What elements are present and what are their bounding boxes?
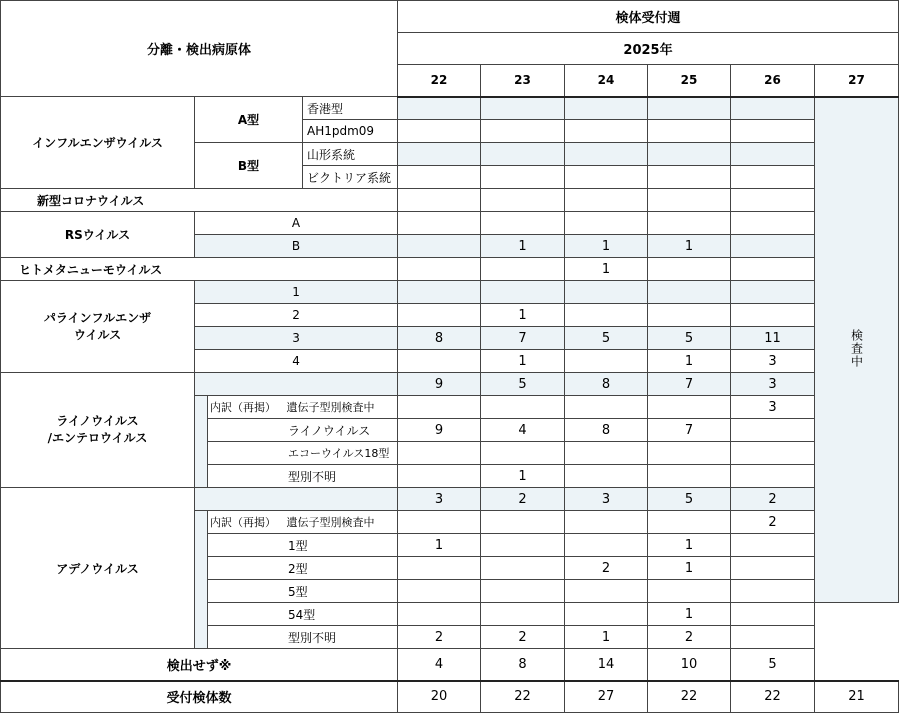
- cell: 21: [815, 681, 899, 713]
- para-type: 4: [195, 350, 398, 373]
- cell: [398, 580, 481, 603]
- cell: [398, 442, 481, 465]
- cell: [565, 511, 648, 534]
- cell: [481, 580, 565, 603]
- cell: [398, 396, 481, 419]
- week-header: 23: [481, 65, 565, 97]
- cell: [731, 534, 815, 557]
- cell: 1: [648, 603, 731, 626]
- cell: [648, 396, 731, 419]
- cell: [565, 304, 648, 327]
- rs-label: RSウイルス: [1, 212, 195, 258]
- cell: 22: [481, 681, 565, 713]
- rs-type-b: B: [195, 235, 398, 258]
- cell: 8: [565, 419, 648, 442]
- category-header: 分離・検出病原体: [1, 1, 398, 97]
- cell: [481, 396, 565, 419]
- cell: 8: [565, 373, 648, 396]
- cell: [481, 534, 565, 557]
- para-type: 3: [195, 327, 398, 350]
- cell: 2: [565, 557, 648, 580]
- cell: 2: [731, 488, 815, 511]
- cell: 14: [565, 649, 648, 681]
- rhino-label: ライノウイルス /エンテロウイルス: [1, 373, 195, 488]
- reception-week-header: 検体受付週: [398, 1, 899, 33]
- rhino-item: ライノウイルス: [208, 419, 398, 442]
- covid-label: 新型コロナウイルス: [1, 189, 398, 212]
- parainfluenza-label: パラインフルエンザ ウイルス: [1, 281, 195, 373]
- cell: 3: [731, 350, 815, 373]
- cell: [398, 557, 481, 580]
- influenza-subtype: 山形系統: [303, 143, 398, 166]
- cell: [648, 258, 731, 281]
- cell: 1: [481, 235, 565, 258]
- cell: [398, 350, 481, 373]
- cell: [398, 304, 481, 327]
- cell: [398, 235, 481, 258]
- cell: 4: [481, 419, 565, 442]
- cell: [565, 603, 648, 626]
- influenza-subtype: 香港型: [303, 97, 398, 120]
- cell: 22: [731, 681, 815, 713]
- cell: [565, 396, 648, 419]
- rhino-breakdown-row: 内訳（再掲） 遺伝子型別検査中: [208, 396, 398, 419]
- adeno-breakdown-row: 内訳（再掲） 遺伝子型別検査中: [208, 511, 398, 534]
- influenza-subtype: ビクトリア系統: [303, 166, 398, 189]
- cell: 9: [398, 373, 481, 396]
- cell: [565, 580, 648, 603]
- cell: [731, 557, 815, 580]
- year-header: 2025年: [398, 33, 899, 65]
- cell: 8: [398, 327, 481, 350]
- cell: 1: [648, 350, 731, 373]
- received-count-label: 受付検体数: [1, 681, 398, 713]
- cell: [565, 465, 648, 488]
- cell: 1: [565, 235, 648, 258]
- cell: [481, 442, 565, 465]
- cell: 1: [565, 258, 648, 281]
- cell: [398, 465, 481, 488]
- cell: 2: [648, 626, 731, 649]
- week-header: 26: [731, 65, 815, 97]
- influenza-a-label: A型: [195, 97, 303, 143]
- cell: [481, 557, 565, 580]
- adeno-item: 54型: [208, 603, 398, 626]
- cell: 1: [481, 350, 565, 373]
- hmpv-label: ヒトメタニューモウイルス: [1, 258, 398, 281]
- cell: 22: [648, 681, 731, 713]
- cell: 2: [481, 626, 565, 649]
- adeno-item: 5型: [208, 580, 398, 603]
- cell: 3: [731, 396, 815, 419]
- cell: 9: [398, 419, 481, 442]
- cell: 3: [398, 488, 481, 511]
- week27-status: 検査中: [815, 97, 899, 603]
- influenza-b-label: B型: [195, 143, 303, 189]
- cell: [648, 442, 731, 465]
- cell: [648, 511, 731, 534]
- para-type: 1: [195, 281, 398, 304]
- cell: [731, 626, 815, 649]
- cell: [398, 258, 481, 281]
- cell: 3: [731, 373, 815, 396]
- cell: 11: [731, 327, 815, 350]
- cell: 5: [648, 488, 731, 511]
- cell: [731, 580, 815, 603]
- para-type: 2: [195, 304, 398, 327]
- cell: 5: [481, 373, 565, 396]
- cell: 5: [648, 327, 731, 350]
- week-header: 24: [565, 65, 648, 97]
- cell: 20: [398, 681, 481, 713]
- cell: [731, 442, 815, 465]
- cell: [648, 465, 731, 488]
- adeno-item: 1型: [208, 534, 398, 557]
- cell: 1: [481, 304, 565, 327]
- cell: [565, 534, 648, 557]
- cell: [731, 258, 815, 281]
- cell: [731, 304, 815, 327]
- cell: 10: [648, 649, 731, 681]
- cell: [398, 511, 481, 534]
- cell: 2: [731, 511, 815, 534]
- cell: 27: [565, 681, 648, 713]
- cell: [648, 580, 731, 603]
- cell: 2: [398, 626, 481, 649]
- cell: [481, 603, 565, 626]
- cell: 1: [648, 557, 731, 580]
- cell: [565, 442, 648, 465]
- influenza-label: インフルエンザウイルス: [1, 97, 195, 189]
- cell: 7: [648, 373, 731, 396]
- cell: 7: [481, 327, 565, 350]
- adeno-item: 型別不明: [208, 626, 398, 649]
- cell: 7: [648, 419, 731, 442]
- cell: 3: [565, 488, 648, 511]
- influenza-subtype: AH1pdm09: [303, 120, 398, 143]
- cell: [481, 258, 565, 281]
- cell: [731, 603, 815, 626]
- week-header: 25: [648, 65, 731, 97]
- rhino-item: エコーウイルス18型: [208, 442, 398, 465]
- cell: 2: [481, 488, 565, 511]
- cell: 8: [481, 649, 565, 681]
- week-header: 22: [398, 65, 481, 97]
- cell: [731, 465, 815, 488]
- cell: [731, 235, 815, 258]
- cell: 1: [648, 235, 731, 258]
- cell: [565, 350, 648, 373]
- cell: [481, 511, 565, 534]
- cell: 1: [565, 626, 648, 649]
- cell: 5: [565, 327, 648, 350]
- rs-type-a: A: [195, 212, 398, 235]
- cell: 1: [648, 534, 731, 557]
- cell: [398, 603, 481, 626]
- adeno-item: 2型: [208, 557, 398, 580]
- rhino-item: 型別不明: [208, 465, 398, 488]
- cell: 1: [398, 534, 481, 557]
- adeno-label: アデノウイルス: [1, 488, 195, 649]
- cell: 1: [481, 465, 565, 488]
- cell: 4: [398, 649, 481, 681]
- week-header: 27: [815, 65, 899, 97]
- cell: [648, 304, 731, 327]
- not-detected-label: 検出せず※: [1, 649, 398, 681]
- cell: 5: [731, 649, 815, 681]
- cell: [731, 419, 815, 442]
